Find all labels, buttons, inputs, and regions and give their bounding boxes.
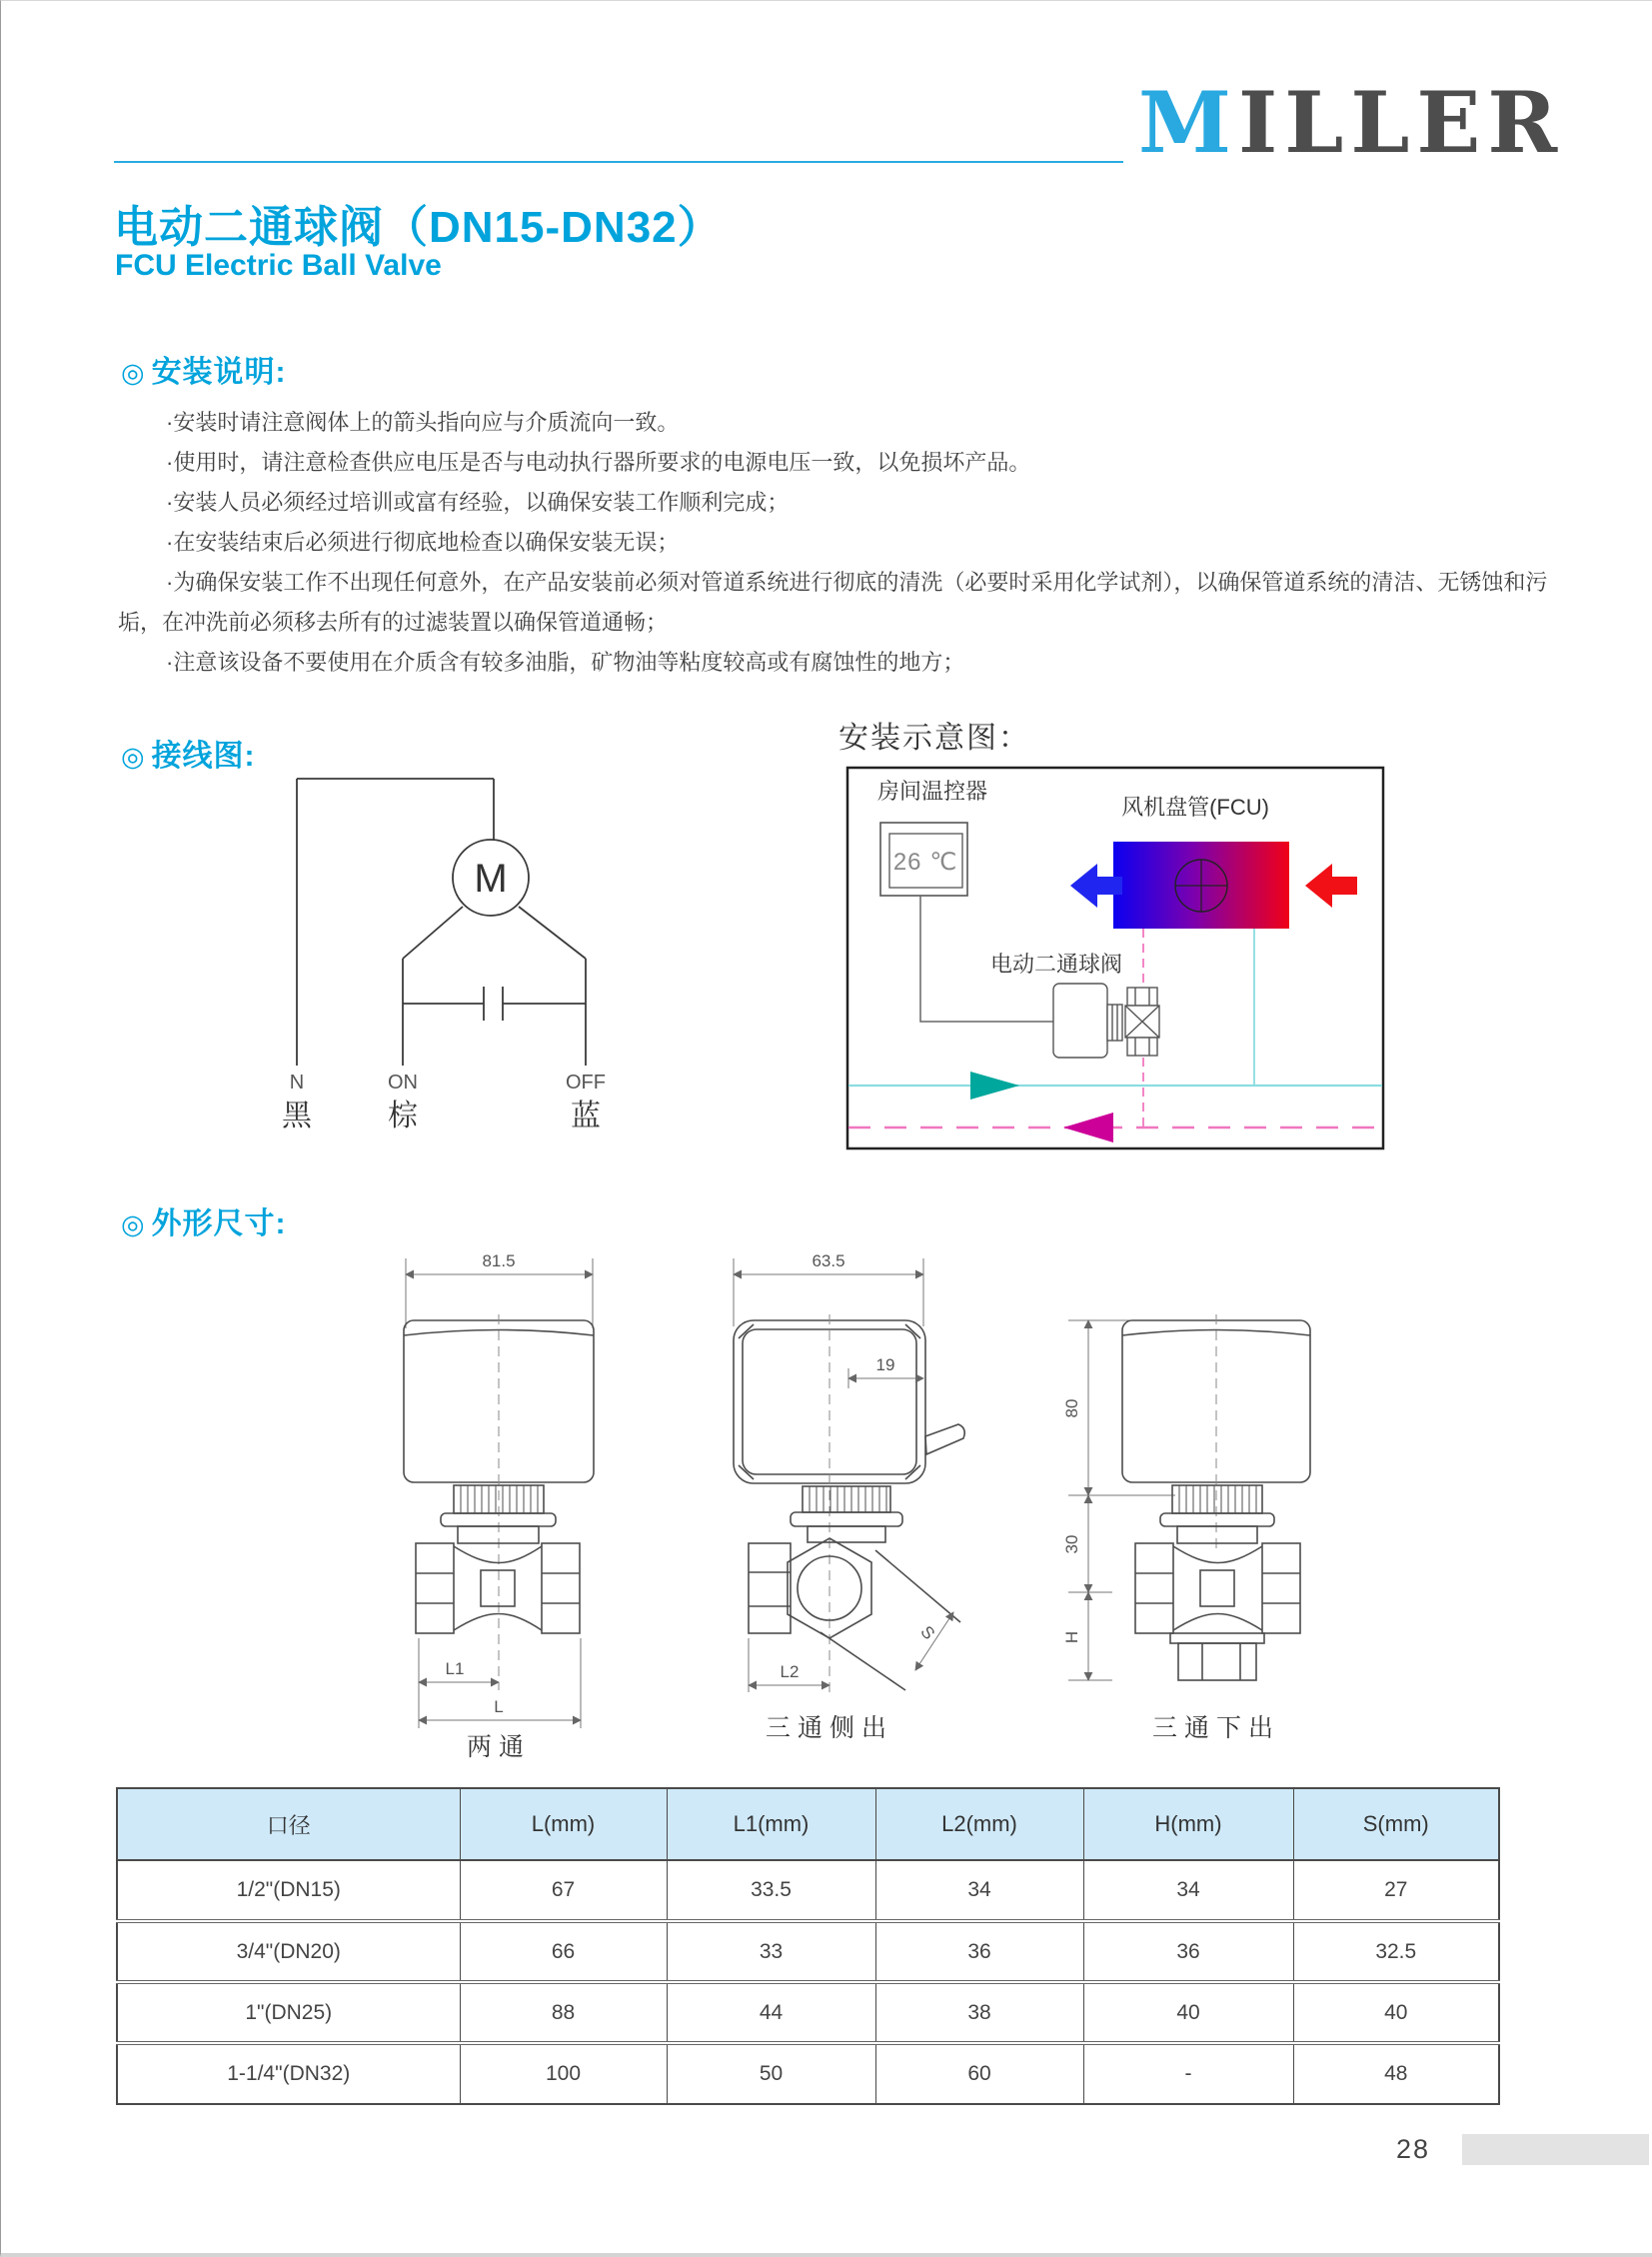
spec-cell: 1/2"(DN15) bbox=[117, 1860, 460, 1921]
table-row bbox=[117, 1921, 1499, 1982]
motor-label: M bbox=[474, 857, 508, 901]
drawing-three-way-side bbox=[726, 1250, 975, 1760]
spec-cell: 27 bbox=[1293, 1860, 1499, 1921]
dim-l2: L2 bbox=[780, 1662, 800, 1681]
section-marker-icon: ◎ bbox=[121, 1209, 146, 1239]
spec-cell: 1"(DN25) bbox=[117, 1982, 460, 2043]
install-note: ·使用时，请注意检查供应电压是否与电动执行器所要求的电源电压一致，以免损坏产品。 bbox=[166, 450, 1031, 475]
install-note: ·安装时请注意阀体上的箭头指向应与介质流向一致。 bbox=[166, 410, 680, 435]
dim-l1: L1 bbox=[445, 1659, 465, 1678]
spec-col-header: L(mm) bbox=[460, 1788, 667, 1860]
install-note: ·为确保安装工作不出现任何意外，在产品安装前必须对管道系统进行彻底的清洗（必要时采用化学试剂），以确保管道系统的清洁、无锈蚀和污垢，在冲洗前必须移去所有的过滤装置以确保管道通畅； bbox=[118, 570, 1548, 635]
spec-cell: 60 bbox=[875, 2043, 1083, 2104]
spec-col-header: H(mm) bbox=[1083, 1788, 1293, 1860]
drawing-two-way bbox=[391, 1250, 606, 1760]
dim-h: H bbox=[1062, 1630, 1081, 1644]
schematic-heading: 安装示意图： bbox=[838, 722, 1030, 755]
brand-logo-rest: ILLER bbox=[1237, 73, 1565, 172]
wire-color: 棕 bbox=[388, 1100, 418, 1132]
spec-cell: 66 bbox=[460, 1921, 667, 1982]
install-note: ·在安装结束后必须进行彻底地检查以确保安装无误； bbox=[166, 530, 680, 555]
return-flow-arrow-icon bbox=[1063, 1113, 1113, 1142]
page-number: 28 bbox=[1396, 2134, 1431, 2164]
dim-width: 81.5 bbox=[482, 1251, 516, 1270]
dim-s: S bbox=[916, 1622, 939, 1643]
footer-bar bbox=[1462, 2134, 1649, 2165]
brand-logo-m: M bbox=[1138, 73, 1238, 172]
drawing-caption: 三通下出 bbox=[1151, 1714, 1281, 1742]
drawing-caption: 三通侧出 bbox=[765, 1714, 894, 1742]
dim-width: 63.5 bbox=[812, 1251, 845, 1270]
dim-l: L bbox=[494, 1697, 504, 1716]
spec-cell: 36 bbox=[875, 1921, 1083, 1982]
spec-cell: 44 bbox=[667, 1982, 875, 2043]
table-row bbox=[117, 1982, 1499, 2043]
section-marker-icon: ◎ bbox=[121, 358, 146, 388]
section-install-notes bbox=[121, 347, 287, 391]
spec-cell: 32.5 bbox=[1293, 1921, 1499, 1982]
section-marker-icon: ◎ bbox=[121, 742, 146, 772]
section-install-label: 安装说明: bbox=[151, 356, 287, 389]
install-note: ·注意该设备不要使用在介质含有较多油脂，矿物油等粘度较高或有腐蚀性的地方； bbox=[166, 650, 965, 675]
spec-cell: 40 bbox=[1293, 1982, 1499, 2043]
spec-col-header: L2(mm) bbox=[875, 1788, 1083, 1860]
install-notes-list bbox=[118, 403, 1582, 683]
wire-color: 黑 bbox=[282, 1100, 312, 1132]
thermostat-reading: 26 ℃ bbox=[892, 849, 958, 876]
section-dimensions-label: 外形尺寸: bbox=[151, 1207, 287, 1240]
spec-cell: 36 bbox=[1083, 1921, 1293, 1982]
spec-cell: 3/4"(DN20) bbox=[117, 1921, 460, 1982]
brand-logo bbox=[1138, 73, 1565, 172]
spec-cell: 33.5 bbox=[667, 1860, 875, 1921]
spec-cell: 33 bbox=[667, 1921, 875, 1982]
section-wiring bbox=[121, 731, 256, 775]
dim-80: 80 bbox=[1062, 1398, 1081, 1418]
terminal-id: N bbox=[289, 1072, 305, 1094]
valve-label: 电动二通球阀 bbox=[989, 952, 1123, 977]
spec-col-header: L1(mm) bbox=[667, 1788, 875, 1860]
table-row bbox=[117, 1860, 1499, 1921]
spec-cell: 34 bbox=[875, 1860, 1083, 1921]
spec-cell: - bbox=[1083, 2043, 1293, 2104]
spec-col-header: 口径 bbox=[117, 1788, 460, 1860]
spec-col-header: S(mm) bbox=[1293, 1788, 1499, 1860]
section-wiring-label: 接线图: bbox=[151, 740, 256, 773]
ball-valve-symbol bbox=[1053, 984, 1159, 1058]
spec-cell: 38 bbox=[875, 1982, 1083, 2043]
section-dimensions bbox=[121, 1198, 287, 1242]
dim-30: 30 bbox=[1062, 1534, 1081, 1554]
fcu-label: 风机盘管(FCU) bbox=[1121, 795, 1269, 820]
spec-cell: 48 bbox=[1293, 2043, 1499, 2104]
drawing-three-way-bottom bbox=[1050, 1250, 1330, 1760]
page-subtitle: FCU Electric Ball Valve bbox=[115, 249, 442, 282]
supply-flow-arrow-icon bbox=[970, 1072, 1019, 1100]
spec-cell: 88 bbox=[460, 1982, 667, 2043]
header-divider bbox=[114, 161, 1123, 163]
spec-cell: 100 bbox=[460, 2043, 667, 2104]
spec-cell: 40 bbox=[1083, 1982, 1293, 2043]
installation-schematic bbox=[845, 766, 1385, 1150]
wire-color: 蓝 bbox=[571, 1100, 601, 1132]
terminal-id: ON bbox=[388, 1072, 418, 1094]
thermostat-label: 房间温控器 bbox=[876, 779, 988, 804]
return-air-arrow-icon bbox=[1305, 864, 1357, 908]
spec-cell: 34 bbox=[1083, 1860, 1293, 1921]
page-title: 电动二通球阀（DN15-DN32） bbox=[114, 203, 723, 252]
spec-table bbox=[116, 1787, 1500, 2105]
wiring-diagram bbox=[251, 766, 651, 1135]
dim-offset: 19 bbox=[875, 1355, 895, 1374]
spec-cell: 50 bbox=[667, 2043, 875, 2104]
spec-cell: 67 bbox=[460, 1860, 667, 1921]
spec-header-row bbox=[117, 1788, 1499, 1860]
table-row bbox=[117, 2043, 1499, 2104]
install-note: ·安装人员必须经过培训或富有经验，以确保安装工作顺利完成； bbox=[166, 490, 790, 515]
spec-cell: 1-1/4"(DN32) bbox=[117, 2043, 460, 2104]
terminal-id: OFF bbox=[566, 1072, 606, 1094]
drawing-caption: 两通 bbox=[466, 1733, 532, 1760]
